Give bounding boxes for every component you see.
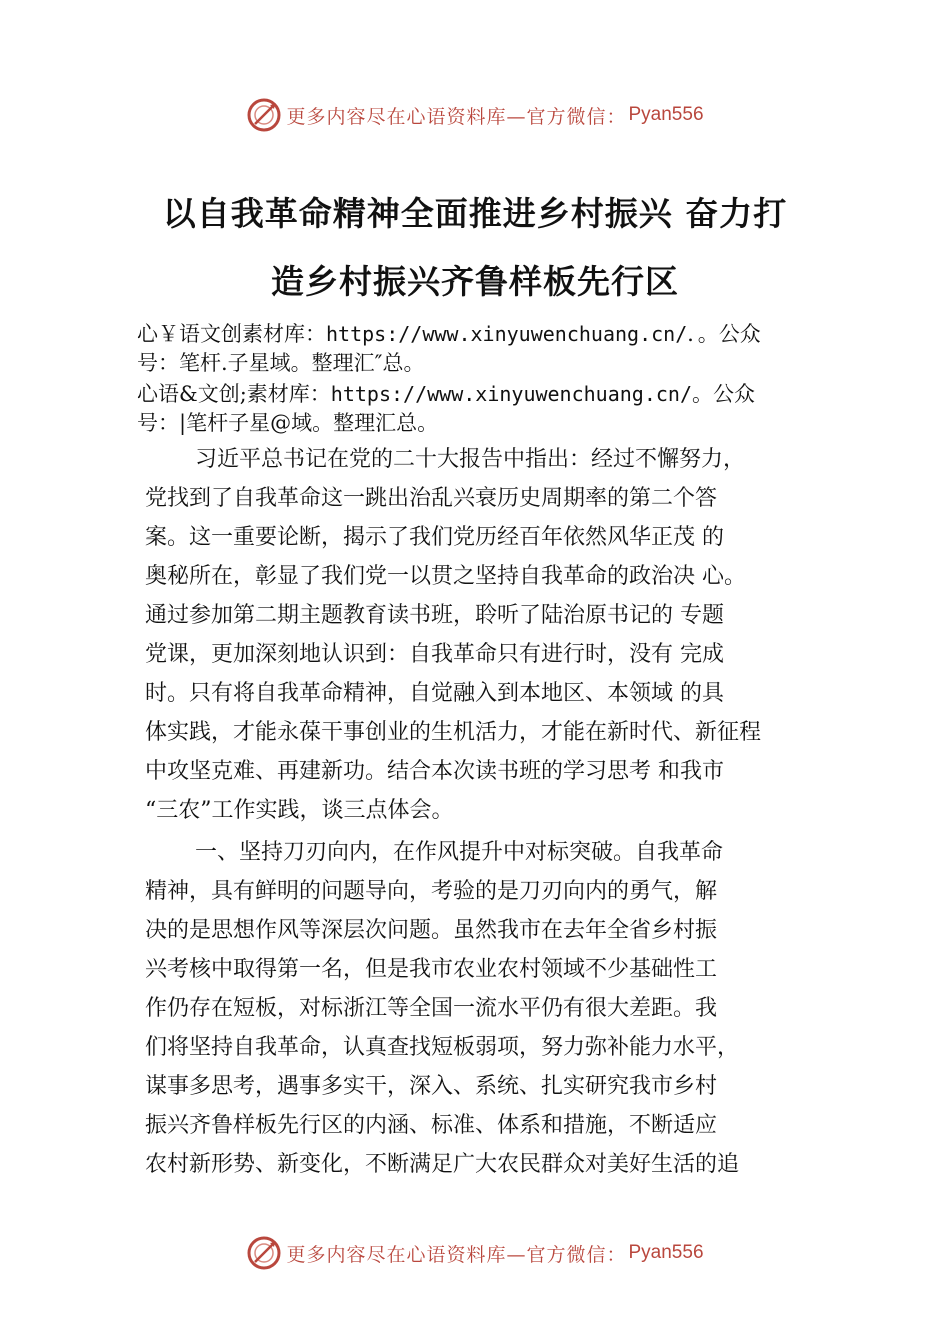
document-title-line-2: 造乡村振兴齐鲁样板先行区 xyxy=(271,262,679,301)
source-note-prefix: 心￥语文创素材库： xyxy=(137,322,326,346)
paragraph-line: 体实践，才能永葆干事创业的生机活力，才能在新时代、新征程 xyxy=(145,720,762,745)
source-url-link[interactable]: https://www.xinyuwenchuang.cn/ xyxy=(330,382,693,406)
source-note-line-2: 号：笔杆.子星域。整理汇″总。 xyxy=(137,351,425,375)
paragraph-line: 作仍存在短板，对标浙江等全国一流水平仍有很大差距。我 xyxy=(145,996,718,1021)
paragraph-line: 精神，具有鲜明的问题导向，考验的是刀刃向内的勇气，解 xyxy=(145,879,718,904)
banner-text: 更多内容尽在心语资料库—官方微信： xyxy=(286,1243,627,1266)
paragraph-line: 农村新形势、新变化，不断满足广大农民群众对美好生活的追 xyxy=(145,1152,740,1177)
paragraph-line: 决的是思想作风等深层次问题。虽然我市在去年全省乡村振 xyxy=(145,918,718,943)
source-note xyxy=(137,380,847,438)
brand-logo-icon xyxy=(246,1235,282,1271)
source-note-line-2: 号：|笔杆子星@域。整理汇总。 xyxy=(137,411,439,435)
paragraph-line: 习近平总书记在党的二十大报告中指出：经过不懈努力， xyxy=(195,447,746,472)
paragraph-line: 中攻坚克难、再建新功。结合本次读书班的学习思考 和我市 xyxy=(145,759,724,784)
paragraph-line: 兴考核中取得第一名，但是我市农业农村领域不少基础性工 xyxy=(145,957,718,982)
paragraph-line: “三农”工作实践，谈三点体会。 xyxy=(145,798,454,823)
wechat-id: Pyan556 xyxy=(628,104,704,125)
header-banner xyxy=(0,95,950,135)
paragraph-line: 一、坚持刀刃向内，在作风提升中对标突破。自我革命 xyxy=(195,840,724,865)
paragraph-line: 们将坚持自我革命，认真查找短板弱项，努力弥补能力水平， xyxy=(145,1035,740,1060)
banner-text: 更多内容尽在心语资料库—官方微信： xyxy=(286,105,627,128)
source-note-suffix: ．。公众 xyxy=(687,322,761,346)
paragraph-line: 党找到了自我革命这一跳出治乱兴衰历史周期率的第二个答 xyxy=(145,486,718,511)
paragraph-line: 党课，更加深刻地认识到：自我革命只有进行时，没有 完成 xyxy=(145,642,724,667)
source-note xyxy=(137,320,847,378)
wechat-id: Pyan556 xyxy=(628,1242,704,1263)
paragraph-line: 振兴齐鲁样板先行区的内涵、标准、体系和措施，不断适应 xyxy=(145,1113,718,1138)
paragraph-line: 时。只有将自我革命精神，自觉融入到本地区、本领域 的具 xyxy=(145,681,724,706)
source-url-link[interactable]: https://www.xinyuwenchuang.cn/ xyxy=(326,322,688,346)
footer-banner xyxy=(0,1233,950,1273)
paragraph-line: 案。这一重要论断，揭示了我们党历经百年依然风华正茂 的 xyxy=(145,525,724,550)
brand-logo-icon xyxy=(246,97,282,133)
source-note-prefix: 心语&文创;素材库： xyxy=(137,382,331,406)
paragraph-line: 通过参加第二期主题教育读书班，聆听了陆治原书记的 专题 xyxy=(145,603,724,628)
body-paragraph-2 xyxy=(145,833,835,1184)
source-note-suffix: 。公众 xyxy=(692,382,756,406)
paragraph-line: 谋事多思考，遇事多实干，深入、系统、扎实研究我市乡村 xyxy=(145,1074,718,1099)
body-paragraph-1 xyxy=(145,440,835,830)
paragraph-line: 奥秘所在，彰显了我们党一以贯之坚持自我革命的政治决 心。 xyxy=(145,564,746,589)
document-title-line-1: 以自我革命精神全面推进乡村振兴 奋力打 xyxy=(162,194,788,233)
